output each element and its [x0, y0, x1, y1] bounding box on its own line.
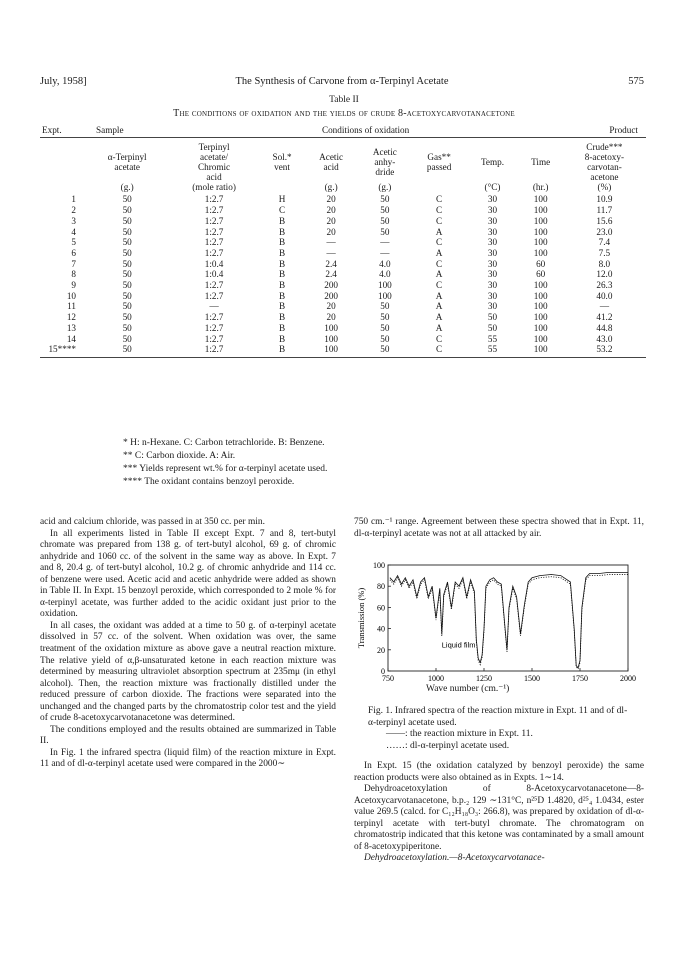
table-cell: 23.0 — [596, 226, 613, 237]
table-cell: 30 — [487, 247, 498, 258]
table-cell: — — [209, 301, 219, 312]
table-cell: 50 — [380, 194, 390, 205]
table-number: Table II — [329, 95, 359, 105]
right-column-top — [354, 517, 644, 540]
chart-plot — [390, 572, 628, 669]
table-column-headers — [40, 140, 646, 182]
x-tick-label: 750 — [382, 674, 394, 683]
y-tick-label: 100 — [373, 561, 385, 570]
x-tick-label: 2000 — [620, 674, 636, 683]
footnote: *** Yields represent wt.% for α-terpinyl acetate used. — [123, 464, 328, 474]
table-cell: C — [412, 344, 467, 357]
col-header: Acetic acid — [319, 151, 344, 172]
paragraph: 750 cm.⁻¹ range. Agreement between these spectra showed that in Expt. 11, dl-α-terpinyl acetate was not at all attacked by air. — [354, 517, 644, 539]
table-cell: 30 — [487, 301, 498, 312]
unit-label — [260, 182, 304, 195]
x-tick-label: 1750 — [572, 674, 588, 683]
table-cell: 1:2.7 — [204, 237, 224, 248]
table-cell: 50 — [380, 322, 390, 333]
table-units-row — [40, 182, 646, 195]
table-cell: 50 — [380, 301, 390, 312]
hdr-conditions: Conditions of oxidation — [321, 125, 410, 135]
table-cell: 30 — [487, 290, 498, 301]
paragraph: Dehydroacetoxylation.—8-Acetoxycarvotanace- — [364, 853, 545, 864]
right-column-bottom — [354, 761, 644, 865]
expt-number: 2 — [71, 205, 76, 216]
table-cell: 1:0.4 — [204, 269, 224, 280]
expt-number: 5 — [71, 237, 76, 248]
table-cell: 20 — [326, 205, 336, 216]
table-cell: 50 — [122, 322, 132, 333]
table-cell: A — [435, 290, 443, 301]
paragraph: In all experiments listed in Table II except Expt. 7 and 8, tert-butyl chromate was prepared from 138 g. of tert-butyl alcohol, 69 g. of chromic anhydride and 1060 cc. of the solvent in the same way as above. In Expt. 7 and 8, 20.4 g. of tert-butyl alcohol, 10.2 g. of chromic anhydride and 114 cc. of benzene were used. Acetic acid and acetic anhydride were added as shown in Table II. In Expt. 15 benzoyl peroxide, which corresponded to 2 mole % for α-terpinyl acetate, was further added to the acidic oxidant just prior to the oxidation. — [40, 528, 336, 620]
table-cell: 100 — [533, 215, 548, 226]
table-cell: 50 — [122, 247, 132, 258]
table-cell: C — [436, 258, 443, 269]
table-cell: B — [278, 247, 286, 258]
table-cell: A — [435, 247, 443, 258]
table-cell: C — [436, 237, 443, 248]
table-cell: 100 — [304, 344, 358, 357]
table-cell: C — [436, 194, 443, 205]
table-cell: C — [436, 333, 443, 344]
paragraph: Dehydroacetoxylation of 8-Acetoxycarvotanacetone—8-Acetoxycarvotanacetone, b.p.₂ 129 ∼131°C, n²⁵D 1.4820, d²⁵₄ 1.0434, ester value 269.5 (calcd. for C₁₂H₁₈O₃: 266.8), was prepared by oxidation of dl-α-terpinyl acetate with tert-butyl chromate. The chromatogram on chromatostrip indicated that this ketone was contaminated by a small amount of 8-acetoxypiperitone. — [354, 784, 644, 852]
table-cell: 100 — [533, 301, 548, 312]
table-cell: 100 — [533, 226, 548, 237]
table-cell: — — [380, 237, 390, 248]
table-cell: B — [260, 344, 304, 357]
table-cell: 200 — [324, 290, 339, 301]
table-cell: 55 — [466, 344, 518, 357]
table-body — [40, 194, 646, 357]
table-cell: — — [380, 247, 390, 258]
table-cell: 7.4 — [598, 237, 611, 248]
expt-number: 13 — [66, 322, 76, 333]
hdr-expt: Expt. — [42, 125, 62, 135]
table-row — [40, 301, 646, 312]
col-header: α-Terpinyl acetate — [107, 151, 147, 172]
table-row — [40, 205, 646, 216]
table-cell: B — [278, 333, 286, 344]
y-tick-label: 0 — [381, 667, 385, 676]
y-tick-label: 80 — [377, 582, 385, 592]
table-row — [40, 237, 646, 248]
table-cell: 60 — [536, 269, 546, 280]
y-tick-label: 20 — [377, 645, 385, 655]
table-cell: 8.0 — [598, 258, 611, 269]
table-row — [40, 291, 646, 302]
col-header: Crude*** 8-acetoxy- carvotan- acetone — [584, 141, 625, 182]
table-cell: 1:2.7 — [204, 290, 224, 301]
table-cell: 30 — [487, 237, 498, 248]
table-row — [40, 259, 646, 270]
table-cell: 50 — [380, 312, 390, 323]
unit-label: (g.) — [324, 181, 338, 192]
table-row — [40, 312, 646, 323]
col-header: Terpinyl acetate/ Chromic acid — [197, 141, 231, 182]
table-cell: A — [435, 312, 443, 323]
unit-label: (g.) — [378, 181, 392, 192]
table-cell: 11.7 — [596, 205, 613, 216]
table-cell: — — [326, 237, 336, 248]
expt-number: 11 — [67, 301, 76, 312]
table-cell: B — [278, 269, 286, 280]
table-cell: 30 — [487, 269, 498, 280]
table-cell: 50 — [86, 344, 168, 357]
table-cell: 50 — [122, 290, 132, 301]
table-cell: 1:2.7 — [204, 205, 224, 216]
table-cell: 55 — [487, 333, 498, 344]
x-tick-label: 1500 — [524, 674, 540, 683]
table-cell: B — [278, 322, 286, 333]
table-cell: 1:2.7 — [204, 215, 224, 226]
footnote: * H: n-Hexane. C: Carbon tetrachloride. B: Benzene. — [123, 438, 325, 448]
table-cell: 200 — [324, 280, 339, 291]
col-header: Sol.* vent — [272, 151, 292, 172]
paragraph: The conditions employed and the results obtained are summarized in Table II. — [40, 724, 336, 747]
table-group-header — [40, 124, 646, 137]
table-cell: 1:2.7 — [204, 226, 224, 237]
table-cell: — — [599, 301, 609, 312]
table-cell: 50 — [487, 322, 498, 333]
col-header: Gas** passed — [426, 151, 452, 172]
table-cell: 1:0.4 — [204, 258, 224, 269]
table-cell: 100 — [533, 290, 548, 301]
expt-number: 8 — [71, 269, 76, 280]
table-cell: 1:2.7 — [204, 280, 224, 291]
col-header: Acetic anhy- dride — [372, 146, 397, 177]
table-cell: 2.4 — [325, 269, 337, 280]
table-cell: 30 — [487, 205, 498, 216]
table-cell: 2.4 — [325, 258, 337, 269]
table-cell: 30 — [487, 194, 498, 205]
table-cell: 20 — [326, 194, 336, 205]
table-cell: B — [278, 312, 286, 323]
table-cell: A — [435, 269, 443, 280]
table-row — [40, 194, 646, 205]
expt-number: 15**** — [40, 344, 86, 357]
table-cell: 1:2.7 — [204, 333, 224, 344]
hdr-sample: Sample — [96, 125, 124, 135]
page-number: 575 — [628, 76, 644, 87]
table-row — [40, 248, 646, 259]
table-cell: 20 — [326, 301, 336, 312]
table-cell: 50 — [122, 205, 132, 216]
table-row — [40, 269, 646, 280]
paragraph: acid and calcium chloride, was passed in at 350 cc. per min. — [40, 517, 265, 527]
table-cell: 50 — [122, 301, 132, 312]
table-cell: A — [435, 301, 443, 312]
series-line-solid — [390, 572, 628, 667]
table-cell: 50 — [380, 205, 390, 216]
table-cell: 50 — [122, 258, 132, 269]
table-cell: 100 — [377, 290, 392, 301]
unit-label — [412, 182, 467, 195]
table-cell: H — [278, 194, 286, 205]
table-cell: 100 — [533, 205, 548, 216]
table-cell: 50 — [380, 215, 390, 226]
table-cell: 100 — [377, 280, 392, 291]
table-cell: C — [436, 215, 443, 226]
expt-number: 7 — [71, 258, 76, 269]
y-tick-label: 40 — [377, 624, 385, 634]
table-cell: C — [278, 205, 286, 216]
table-cell: 100 — [533, 280, 548, 291]
table-cell: 100 — [533, 247, 548, 258]
x-tick-label: 1000 — [428, 674, 444, 683]
expt-number: 10 — [66, 290, 76, 301]
table-cell: 50 — [122, 333, 132, 344]
unit-label: (g.) — [120, 181, 134, 192]
table-cell: 30 — [487, 215, 498, 226]
table-cell: A — [435, 322, 443, 333]
table-cell: 40.0 — [596, 290, 613, 301]
table-cell: 50 — [122, 269, 132, 280]
chart-axes — [356, 561, 636, 683]
table-cell: 30 — [487, 226, 498, 237]
table-cell: 15.6 — [596, 215, 613, 226]
table-cell: 4.0 — [379, 269, 391, 280]
table-cell: 20 — [326, 226, 336, 237]
table-cell: 30 — [487, 280, 498, 291]
series-line-dotted — [390, 575, 628, 669]
figure-caption — [368, 706, 630, 752]
table-cell: B — [278, 290, 286, 301]
table-cell: 100 — [533, 333, 548, 344]
table-cell: 26.3 — [596, 280, 613, 291]
x-tick-label: 1250 — [476, 674, 492, 683]
table-cell: 1:2.7 — [204, 322, 224, 333]
table-cell: 100 — [324, 322, 339, 333]
expt-number: 14 — [66, 333, 76, 344]
table-cell: 12.0 — [596, 269, 613, 280]
caption-title: Fig. 1. Infrared spectra of the reaction mixture in Expt. 11 and of dl-α-terpinyl acetate used. — [368, 706, 628, 728]
conditions-table — [40, 124, 646, 358]
expt-number: 1 — [71, 194, 76, 205]
unit-label: (hr.) — [532, 181, 549, 192]
table-cell: 44.8 — [596, 322, 613, 333]
table-cell: 41.2 — [596, 312, 613, 323]
table-cell: 50 — [380, 226, 390, 237]
expt-number: 4 — [71, 226, 76, 237]
col-header: Time — [531, 156, 551, 167]
table-cell: — — [326, 247, 336, 258]
y-tick-label: 60 — [377, 603, 385, 613]
y-axis-label: Transmission (%) — [356, 587, 366, 649]
table-cell: B — [278, 258, 286, 269]
unit-label: (°C) — [484, 181, 501, 192]
table-cell: 50 — [122, 280, 132, 291]
table-cell: 53.2 — [563, 344, 646, 357]
expt-number: 12 — [66, 312, 76, 323]
table-cell: 100 — [533, 237, 548, 248]
unit-label: (mole ratio) — [192, 181, 236, 192]
col-header: Temp. — [480, 156, 505, 167]
table-cell: B — [278, 215, 286, 226]
table-cell: 1:2.7 — [204, 247, 224, 258]
table-cell: 50 — [122, 237, 132, 248]
running-header — [40, 76, 644, 90]
table-caption: The conditions of oxidation and the yields of crude 8-acetoxycarvotanacetone — [173, 108, 515, 119]
table-cell: 100 — [533, 194, 548, 205]
table-row — [40, 227, 646, 238]
table-cell: 60 — [536, 258, 546, 269]
legend-dotted: ……: dl-α-terpinyl acetate used. — [386, 740, 510, 751]
unit-label: (%) — [597, 181, 612, 192]
table-cell: 50 — [380, 333, 390, 344]
table-cell: 50 — [122, 226, 132, 237]
left-column-text — [40, 517, 336, 771]
table-cell: 100 — [533, 322, 548, 333]
paragraph: In Fig. 1 the infrared spectra (liquid film) of the reaction mixture in Expt. 11 and of dl-α-terpinyl acetate used were compared in the 2000∼ — [40, 747, 336, 770]
footnote: ** C: Carbon dioxide. A: Air. — [123, 451, 236, 461]
table-cell: 1:2.7 — [204, 312, 224, 323]
table-row — [40, 323, 646, 334]
table-cell: 50 — [122, 312, 132, 323]
table-cell: 30 — [487, 258, 498, 269]
paragraph: In all cases, the oxidant was added at a time to 50 g. of α-terpinyl acetate dissolved in 57 cc. of the solvent. When oxidation was over, the same treatment of the oxidation mixture as above gave a neutral reaction mixture. The relative yield of α,β-unsaturated ketone in each reaction mixture was determined by measuring ultraviolet absorption spectrum at 235mμ (in ethyl alcohol). Then, the reaction mixture was fractionally distilled under the reduced pressure of carbon dioxide. The fractions were separated into the unchanged and the changed parts by the chromatostrip color test and the yield of crude 8-acetoxycarvotanacetone was determined. — [40, 620, 336, 724]
table-cell: 20 — [326, 312, 336, 323]
table-cell: 50 — [487, 312, 498, 323]
table-row — [40, 334, 646, 345]
table-cell: 7.5 — [598, 247, 611, 258]
x-axis-label: Wave number (cm.⁻¹) — [426, 684, 510, 694]
table-cell: 1:2.7 — [204, 194, 224, 205]
expt-number: 3 — [71, 215, 76, 226]
table-cell: 4.0 — [379, 258, 391, 269]
table-cell: 50 — [122, 194, 132, 205]
table-row — [40, 280, 646, 291]
header-date: July, 1958] — [40, 76, 87, 87]
expt-number: 6 — [71, 247, 76, 258]
table-row — [40, 344, 646, 357]
plot-frame — [388, 565, 628, 671]
legend-solid: ——: the reaction mixture in Expt. 11. — [386, 729, 533, 740]
table-cell: C — [436, 205, 443, 216]
table-cell: 10.9 — [596, 194, 613, 205]
table-cell: 100 — [519, 344, 563, 357]
footnote: **** The oxidant contains benzoyl peroxide. — [123, 477, 295, 487]
table-cell: B — [278, 237, 286, 248]
ir-spectrum-chart — [354, 557, 644, 687]
table-cell: 43.0 — [596, 333, 613, 344]
table-cell: C — [436, 280, 443, 291]
table-cell: B — [278, 301, 286, 312]
header-title: The Synthesis of Carvone from α-Terpinyl Acetate — [235, 76, 449, 87]
annotation-liquid-film: Liquid film — [441, 640, 476, 650]
expt-number: 9 — [71, 280, 76, 291]
table-cell: 50 — [358, 344, 412, 357]
table-cell: 1:2.7 — [168, 344, 259, 357]
table-cell: B — [278, 226, 286, 237]
table-cell: 20 — [326, 215, 336, 226]
table-cell: A — [435, 226, 443, 237]
table-cell: B — [278, 280, 286, 291]
table-row — [40, 216, 646, 227]
table-footnotes — [123, 437, 327, 489]
hdr-product: Product — [609, 125, 638, 135]
paragraph: In Expt. 15 (the oxidation catalyzed by benzoyl peroxide) the same reaction products were also obtained as in Expts. 1∼14. — [354, 761, 644, 783]
table-cell: 100 — [324, 333, 339, 344]
table-cell: 50 — [122, 215, 132, 226]
table-cell: 100 — [533, 312, 548, 323]
